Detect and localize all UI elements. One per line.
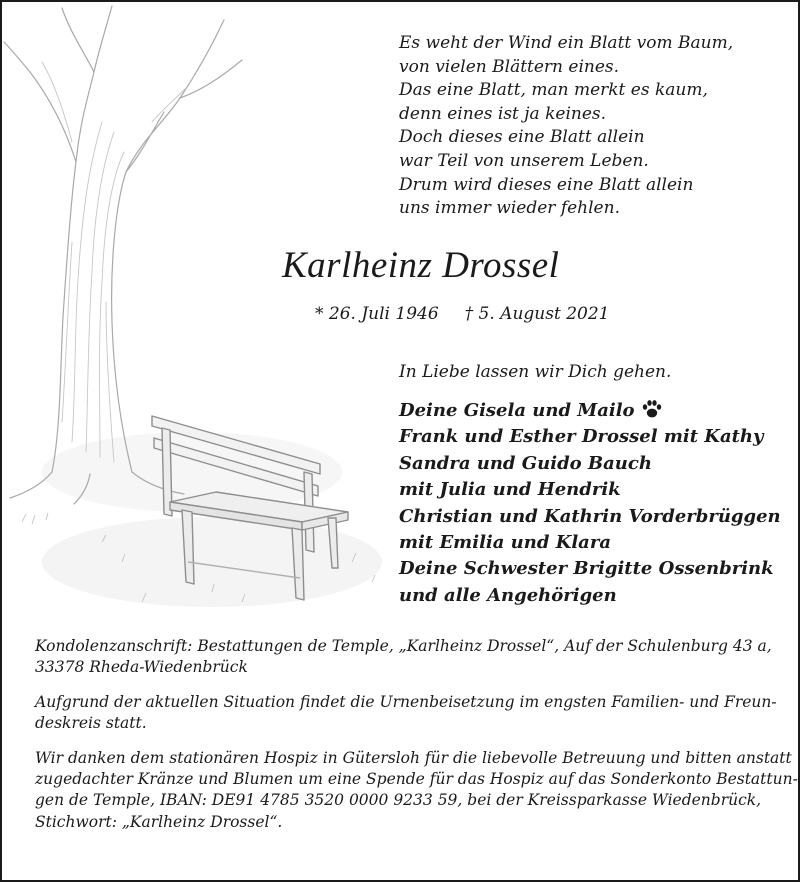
thanks-line: Wir danken dem stationären Hospiz in Gütersloh für die liebevolle Betreuung und bitten anstatt <box>35 748 792 767</box>
thanks-line: gen de Temple, IBAN: DE91 4785 3520 0000 9233 59, bei der Kreissparkasse Wiedenbrück, <box>35 791 762 810</box>
mourner-text: Deine Gisela und Mailo <box>399 400 635 421</box>
mourners-list <box>399 398 794 609</box>
poem-line: uns immer wieder fehlen. <box>399 198 620 219</box>
poem-line: denn eines ist ja keines. <box>399 103 607 124</box>
poem <box>399 32 779 221</box>
urn-burial-notice <box>35 692 780 735</box>
poem-line: Drum wird dieses eine Blatt allein <box>399 174 694 195</box>
thanks-line: Stichwort: „Karlheinz Drossel“. <box>35 812 283 831</box>
farewell-line: In Liebe lassen wir Dich gehen. <box>399 362 672 382</box>
mourner-line: Frank und Esther Drossel mit Kathy <box>399 426 764 448</box>
mourner-line: Deine Schwester Brigitte Ossenbrink <box>399 558 774 580</box>
poem-line: von vielen Blättern eines. <box>399 56 620 77</box>
urn-notice-line: deskreis statt. <box>35 714 147 733</box>
condolence-line: 33378 Rheda-Wiedenbrück <box>35 658 248 677</box>
tree-drawing <box>4 6 242 504</box>
mourner-line: Sandra und Guido Bauch <box>399 452 652 474</box>
urn-notice-line: Aufgrund der aktuellen Situation findet die Urnenbeisetzung im engsten Familien- und Freun- <box>35 692 777 711</box>
poem-line: Doch dieses eine Blatt allein <box>399 127 645 148</box>
poem-line: Es weht der Wind ein Blatt vom Baum, <box>399 33 734 53</box>
condolence-line: Kondolenzanschrift: Bestattungen de Temple, „Karlheinz Drossel“, Auf der Schulenburg 43 a, <box>35 637 772 655</box>
mourner-line: Christian und Kathrin Vorderbrüggen <box>399 505 781 527</box>
mourner-line: mit Julia und Hendrik <box>399 479 621 501</box>
death-date: † 5. August 2021 <box>464 304 610 324</box>
poem-line: Das eine Blatt, man merkt es kaum, <box>399 80 708 101</box>
paw-print-icon <box>641 399 663 419</box>
thanks-line: zugedachter Kränze und Blumen um eine Spende für das Hospiz auf das Sonderkonto Bestattun- <box>35 770 798 789</box>
poem-line: war Teil von unserem Leben. <box>399 150 649 171</box>
life-dates <box>315 304 609 324</box>
mourner-line: und alle Angehörigen <box>399 584 617 606</box>
condolence-address <box>35 636 780 679</box>
birth-date: * 26. Juli 1946 <box>315 304 439 324</box>
notice-footer <box>35 636 798 833</box>
deceased-name: Karlheinz Drossel <box>282 245 560 286</box>
thanks-and-donation <box>35 748 798 834</box>
mourner-line: mit Emilia und Klara <box>399 532 611 554</box>
mourner-line <box>399 398 794 424</box>
